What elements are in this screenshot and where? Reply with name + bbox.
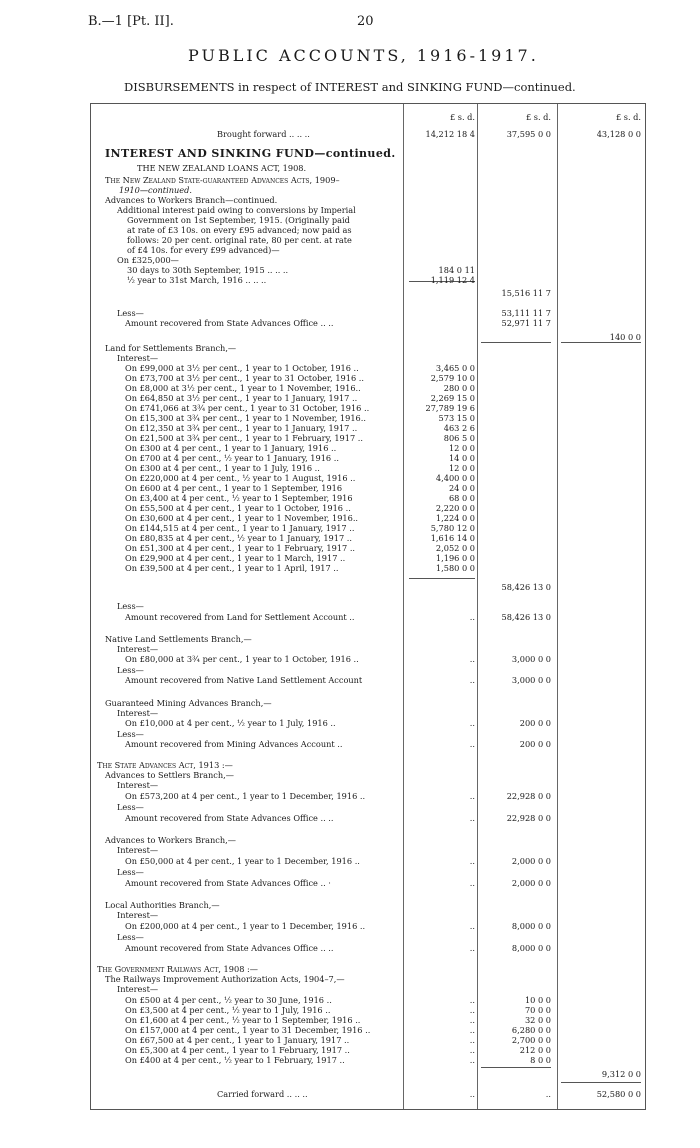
row-label: On £21,500 at 3¾ per cent., 1 year to 1 February, 1917 .. bbox=[125, 433, 363, 443]
row-label: On £8,000 at 3½ per cent., 1 year to 1 November, 1916.. bbox=[125, 383, 361, 393]
amount-cell: 32 0 0 bbox=[524, 1015, 551, 1025]
ledger-row bbox=[91, 288, 645, 299]
row-label: On £741,066 at 3¾ per cent., 1 year to 31 October, 1916 .. bbox=[125, 403, 370, 413]
amount-cell: 14,212 18 4 bbox=[425, 129, 475, 139]
amount-cell: 2,000 0 0 bbox=[511, 878, 551, 888]
row-label: 30 days to 30th September, 1915 .. .. .. bbox=[127, 265, 289, 275]
row-label: On £51,300 at 4 per cent., 1 year to 1 February, 1917 .. bbox=[125, 543, 356, 553]
row-label: Less— bbox=[117, 729, 144, 739]
row-label: The New Zealand State-guaranteed Advances Acts, 1909– bbox=[105, 175, 340, 185]
document-subtitle: DISBURSEMENTS in respect of INTEREST and SINKING FUND—continued. bbox=[124, 80, 576, 94]
row-label: Amount recovered from State Advances Office .. .. bbox=[125, 813, 334, 823]
amount-cell: 1,196 0 0 bbox=[435, 553, 475, 563]
amount-cell: .. bbox=[469, 1035, 475, 1045]
ledger-row bbox=[91, 984, 645, 995]
amount-cell: .. bbox=[469, 813, 475, 823]
row-label: Less— bbox=[117, 802, 144, 812]
ledger-row bbox=[91, 1089, 645, 1100]
row-label: Amount recovered from State Advances Office .. · bbox=[125, 878, 331, 888]
row-label: On £3,400 at 4 per cent., ½ year to 1 September, 1916 bbox=[125, 493, 353, 503]
row-label: ½ year to 31st March, 1916 .. .. .. bbox=[127, 275, 267, 285]
ledger-row bbox=[91, 910, 645, 921]
amount-cell: 1,119 12 4 bbox=[430, 275, 475, 285]
amount-cell: 2,269 15 0 bbox=[430, 393, 475, 403]
amount-cell: 8,000 0 0 bbox=[511, 921, 551, 931]
row-label: On £12,350 at 3¾ per cent., 1 year to 1 January, 1917 .. bbox=[125, 423, 358, 433]
row-label: On £29,900 at 4 per cent., 1 year to 1 March, 1917 .. bbox=[125, 553, 346, 563]
amount-cell: .. bbox=[469, 1025, 475, 1035]
ledger-row bbox=[91, 601, 645, 612]
row-label: Guaranteed Mining Advances Branch,— bbox=[105, 698, 272, 708]
row-label: The State Advances Act, 1913 :— bbox=[97, 760, 233, 770]
row-label: On £10,000 at 4 per cent., ½ year to 1 July, 1916 .. bbox=[125, 718, 336, 728]
ledger-row bbox=[91, 878, 645, 889]
document-title: PUBLIC ACCOUNTS, 1916-1917. bbox=[188, 46, 539, 65]
row-label: THE NEW ZEALAND LOANS ACT, 1908. bbox=[137, 163, 307, 173]
ledger-row bbox=[91, 654, 645, 665]
amount-cell: 8,000 0 0 bbox=[511, 943, 551, 953]
ledger-row bbox=[91, 675, 645, 686]
amount-cell: 14 0 0 bbox=[448, 453, 475, 463]
amount-cell: 43,128 0 0 bbox=[596, 129, 641, 139]
amount-cell: 15,516 11 7 bbox=[501, 288, 551, 298]
amount-cell: 3,000 0 0 bbox=[511, 675, 551, 685]
row-label: Less— bbox=[117, 308, 144, 318]
amount-cell: 280 0 0 bbox=[443, 383, 475, 393]
row-label: On £600 at 4 per cent., 1 year to 1 September, 1916 bbox=[125, 483, 343, 493]
row-label: Interest— bbox=[117, 910, 159, 920]
ledger-row bbox=[91, 856, 645, 867]
ledger-row bbox=[91, 1055, 645, 1066]
ledger-row bbox=[91, 867, 645, 878]
row-label: Local Authorities Branch,— bbox=[105, 900, 220, 910]
row-label: INTEREST AND SINKING FUND—continued. bbox=[105, 147, 396, 160]
amount-cell: 2,220 0 0 bbox=[435, 503, 475, 513]
amount-cell: 58,426 13 0 bbox=[501, 612, 551, 622]
amount-cell: 4,400 0 0 bbox=[435, 473, 475, 483]
ledger-row bbox=[91, 129, 645, 140]
row-label: On £39,500 at 4 per cent., 1 year to 1 April, 1917 .. bbox=[125, 563, 339, 573]
amount-cell: 6,280 0 0 bbox=[511, 1025, 551, 1035]
amount-cell: .. bbox=[469, 921, 475, 931]
ledger-row bbox=[91, 845, 645, 856]
ledger-row bbox=[91, 791, 645, 802]
row-label: On £73,700 at 3½ per cent., 1 year to 31 October, 1916 .. bbox=[125, 373, 364, 383]
ledger-row bbox=[91, 739, 645, 750]
row-label: Interest— bbox=[117, 984, 159, 994]
amount-cell: .. bbox=[469, 1005, 475, 1015]
ledger-row bbox=[91, 921, 645, 932]
amount-cell: .. bbox=[469, 739, 475, 749]
amount-cell: 10 0 0 bbox=[524, 995, 551, 1005]
row-label: On £1,600 at 4 per cent., ½ year to 1 September, 1916 .. bbox=[125, 1015, 361, 1025]
row-label: On £300 at 4 per cent., 1 year to 1 July, 1916 .. bbox=[125, 463, 320, 473]
amount-cell: .. bbox=[469, 1089, 475, 1099]
row-label: Amount recovered from State Advances Office .. .. bbox=[125, 943, 334, 953]
amount-cell: 70 0 0 bbox=[524, 1005, 551, 1015]
row-label: Advances to Workers Branch,— bbox=[105, 835, 236, 845]
row-label: On £55,500 at 4 per cent., 1 year to 1 October, 1916 .. bbox=[125, 503, 351, 513]
amount-cell: 2,579 10 0 bbox=[430, 373, 475, 383]
ledger-row bbox=[91, 332, 645, 343]
amount-cell: 9,312 0 0 bbox=[601, 1069, 641, 1079]
amount-cell: .. bbox=[469, 856, 475, 866]
amount-cell: 184 0 11 bbox=[438, 265, 475, 275]
total-rule bbox=[409, 578, 475, 579]
amount-cell: 27,789 19 6 bbox=[425, 403, 475, 413]
row-label: On £67,500 at 4 per cent., 1 year to 1 January, 1917 .. bbox=[125, 1035, 350, 1045]
row-label: Advances to Settlers Branch,— bbox=[105, 770, 234, 780]
row-label: The Government Railways Act, 1908 :— bbox=[97, 964, 258, 974]
row-label: On £3,500 at 4 per cent., ½ year to 1 July, 1916 .. bbox=[125, 1005, 331, 1015]
row-label: 1910—continued. bbox=[119, 185, 192, 195]
amount-cell: 37,595 0 0 bbox=[506, 129, 551, 139]
row-label: Amount recovered from Native Land Settlement Account bbox=[125, 675, 363, 685]
amount-cell: .. bbox=[469, 878, 475, 888]
row-label: On £400 at 4 per cent., ½ year to 1 February, 1917 .. bbox=[125, 1055, 345, 1065]
row-label: at rate of £3 10s. on every £95 advanced; now paid as bbox=[127, 225, 352, 235]
total-rule bbox=[481, 1067, 551, 1068]
amount-cell: .. bbox=[469, 612, 475, 622]
row-label: On £700 at 4 per cent., ½ year to 1 January, 1916 .. bbox=[125, 453, 339, 463]
page-number: 20 bbox=[357, 14, 374, 29]
row-label: On £64,850 at 3½ per cent., 1 year to 1 January, 1917 .. bbox=[125, 393, 358, 403]
row-label: Interest— bbox=[117, 780, 159, 790]
row-label: The Railways Improvement Authorization Acts, 1904–7,— bbox=[105, 974, 345, 984]
row-label: Government on 1st September, 1915. (Originally paid bbox=[127, 215, 350, 225]
amount-cell: 68 0 0 bbox=[448, 493, 475, 503]
row-label: follows: 20 per cent. original rate, 80 per cent. at rate bbox=[127, 235, 352, 245]
amount-cell: 806 5 0 bbox=[443, 433, 475, 443]
row-label: Carried forward .. .. .. bbox=[217, 1089, 308, 1099]
amount-cell: .. bbox=[545, 1089, 551, 1099]
amount-cell: 58,426 13 0 bbox=[501, 582, 551, 592]
amount-cell: 1,616 14 0 bbox=[430, 533, 475, 543]
amount-cell: 2,000 0 0 bbox=[511, 856, 551, 866]
amount-cell: 200 0 0 bbox=[519, 718, 551, 728]
amount-cell: 5,780 12 0 bbox=[430, 523, 475, 533]
row-label: Amount recovered from Mining Advances Account .. bbox=[125, 739, 343, 749]
currency-header: £ s. d. bbox=[525, 112, 551, 122]
amount-cell: 573 15 0 bbox=[438, 413, 475, 423]
row-label: On £99,000 at 3½ per cent., 1 year to 1 October, 1916 .. bbox=[125, 363, 359, 373]
amount-cell: 12 0 0 bbox=[448, 463, 475, 473]
row-label: Less— bbox=[117, 665, 144, 675]
row-label: Additional interest paid owing to conversions by Imperial bbox=[117, 205, 356, 215]
row-label: On £50,000 at 4 per cent., 1 year to 1 December, 1916 .. bbox=[125, 856, 360, 866]
amount-cell: .. bbox=[469, 995, 475, 1005]
row-label: On £30,600 at 4 per cent., 1 year to 1 November, 1916.. bbox=[125, 513, 359, 523]
row-label: Native Land Settlements Branch,— bbox=[105, 634, 252, 644]
amount-cell: 53,111 11 7 bbox=[501, 308, 551, 318]
amount-cell: .. bbox=[469, 1055, 475, 1065]
currency-header: £ s. d. bbox=[615, 112, 641, 122]
amount-cell: .. bbox=[469, 1015, 475, 1025]
ledger-row bbox=[91, 943, 645, 954]
amount-cell: .. bbox=[469, 718, 475, 728]
amount-cell: 22,928 0 0 bbox=[506, 813, 551, 823]
ledger-row bbox=[91, 802, 645, 813]
row-label: Less— bbox=[117, 932, 144, 942]
amount-cell: 22,928 0 0 bbox=[506, 791, 551, 801]
row-label: On £300 at 4 per cent., 1 year to 1 January, 1916 .. bbox=[125, 443, 337, 453]
row-label: Land for Settlements Branch,— bbox=[105, 343, 237, 353]
ledger-row bbox=[91, 612, 645, 623]
ledger-row bbox=[91, 1069, 645, 1080]
row-label: Amount recovered from State Advances Office .. .. bbox=[125, 318, 334, 328]
amount-cell: 52,580 0 0 bbox=[596, 1089, 641, 1099]
amount-cell: .. bbox=[469, 675, 475, 685]
amount-cell: .. bbox=[469, 943, 475, 953]
amount-cell: .. bbox=[469, 1045, 475, 1055]
row-label: On £15,300 at 3¾ per cent., 1 year to 1 November, 1916.. bbox=[125, 413, 366, 423]
amount-cell: 1,580 0 0 bbox=[435, 563, 475, 573]
amount-cell: 463 2 6 bbox=[443, 423, 475, 433]
amount-cell: 2,700 0 0 bbox=[511, 1035, 551, 1045]
row-label: Interest— bbox=[117, 708, 159, 718]
amount-cell: 200 0 0 bbox=[519, 739, 551, 749]
amount-cell: 12 0 0 bbox=[448, 443, 475, 453]
amount-cell: 3,465 0 0 bbox=[435, 363, 475, 373]
ledger-row bbox=[91, 148, 645, 159]
amount-cell: 24 0 0 bbox=[448, 483, 475, 493]
row-label: On £5,300 at 4 per cent., 1 year to 1 February, 1917 .. bbox=[125, 1045, 350, 1055]
amount-cell: 52,971 11 7 bbox=[501, 318, 551, 328]
row-label: On £144,515 at 4 per cent., 1 year to 1 January, 1917 .. bbox=[125, 523, 355, 533]
ledger-row bbox=[91, 318, 645, 329]
amount-cell: 8 0 0 bbox=[530, 1055, 551, 1065]
ledger-table bbox=[90, 103, 646, 1110]
ledger-row bbox=[91, 813, 645, 824]
ledger-row bbox=[91, 932, 645, 943]
row-label: Advances to Workers Branch—continued. bbox=[105, 195, 278, 205]
amount-cell: 1,224 0 0 bbox=[435, 513, 475, 523]
row-label: On £80,835 at 4 per cent., ½ year to 1 January, 1917 .. bbox=[125, 533, 352, 543]
row-label: Amount recovered from Land for Settlement Account .. bbox=[125, 612, 355, 622]
amount-cell: .. bbox=[469, 654, 475, 664]
row-label: On £220,000 at 4 per cent., ½ year to 1 August, 1916 .. bbox=[125, 473, 356, 483]
row-label: Brought forward .. .. .. bbox=[217, 129, 310, 139]
row-label: On £157,000 at 4 per cent., 1 year to 31 December, 1916 .. bbox=[125, 1025, 371, 1035]
row-label: On £573,200 at 4 per cent., 1 year to 1 December, 1916 .. bbox=[125, 791, 366, 801]
row-label: On £500 at 4 per cent., ½ year to 30 June, 1916 .. bbox=[125, 995, 332, 1005]
page-reference: B.—1 [Pt. II]. bbox=[88, 14, 174, 29]
row-label: Interest— bbox=[117, 353, 159, 363]
ledger-row bbox=[91, 582, 645, 593]
amount-cell: 3,000 0 0 bbox=[511, 654, 551, 664]
amount-cell: .. bbox=[469, 791, 475, 801]
amount-cell: 212 0 0 bbox=[519, 1045, 551, 1055]
row-label: Less— bbox=[117, 867, 144, 877]
currency-header: £ s. d. bbox=[449, 112, 475, 122]
row-label: Interest— bbox=[117, 644, 159, 654]
ledger-row bbox=[91, 275, 645, 286]
ledger-row bbox=[91, 718, 645, 729]
row-label: On £200,000 at 4 per cent., 1 year to 1 December, 1916 .. bbox=[125, 921, 366, 931]
row-label: Interest— bbox=[117, 845, 159, 855]
amount-cell: 2,052 0 0 bbox=[435, 543, 475, 553]
row-label: On £325,000— bbox=[117, 255, 179, 265]
row-label: On £80,000 at 3¾ per cent., 1 year to 1 October, 1916 .. bbox=[125, 654, 359, 664]
row-label: of £4 10s. for every £99 advanced)— bbox=[127, 245, 280, 255]
ledger-row bbox=[91, 163, 645, 174]
ledger-row bbox=[91, 780, 645, 791]
amount-cell: 140 0 0 bbox=[609, 332, 641, 342]
row-label: Less— bbox=[117, 601, 144, 611]
currency-header-row bbox=[91, 112, 645, 123]
total-rule bbox=[561, 1082, 641, 1083]
ledger-row bbox=[91, 563, 645, 574]
